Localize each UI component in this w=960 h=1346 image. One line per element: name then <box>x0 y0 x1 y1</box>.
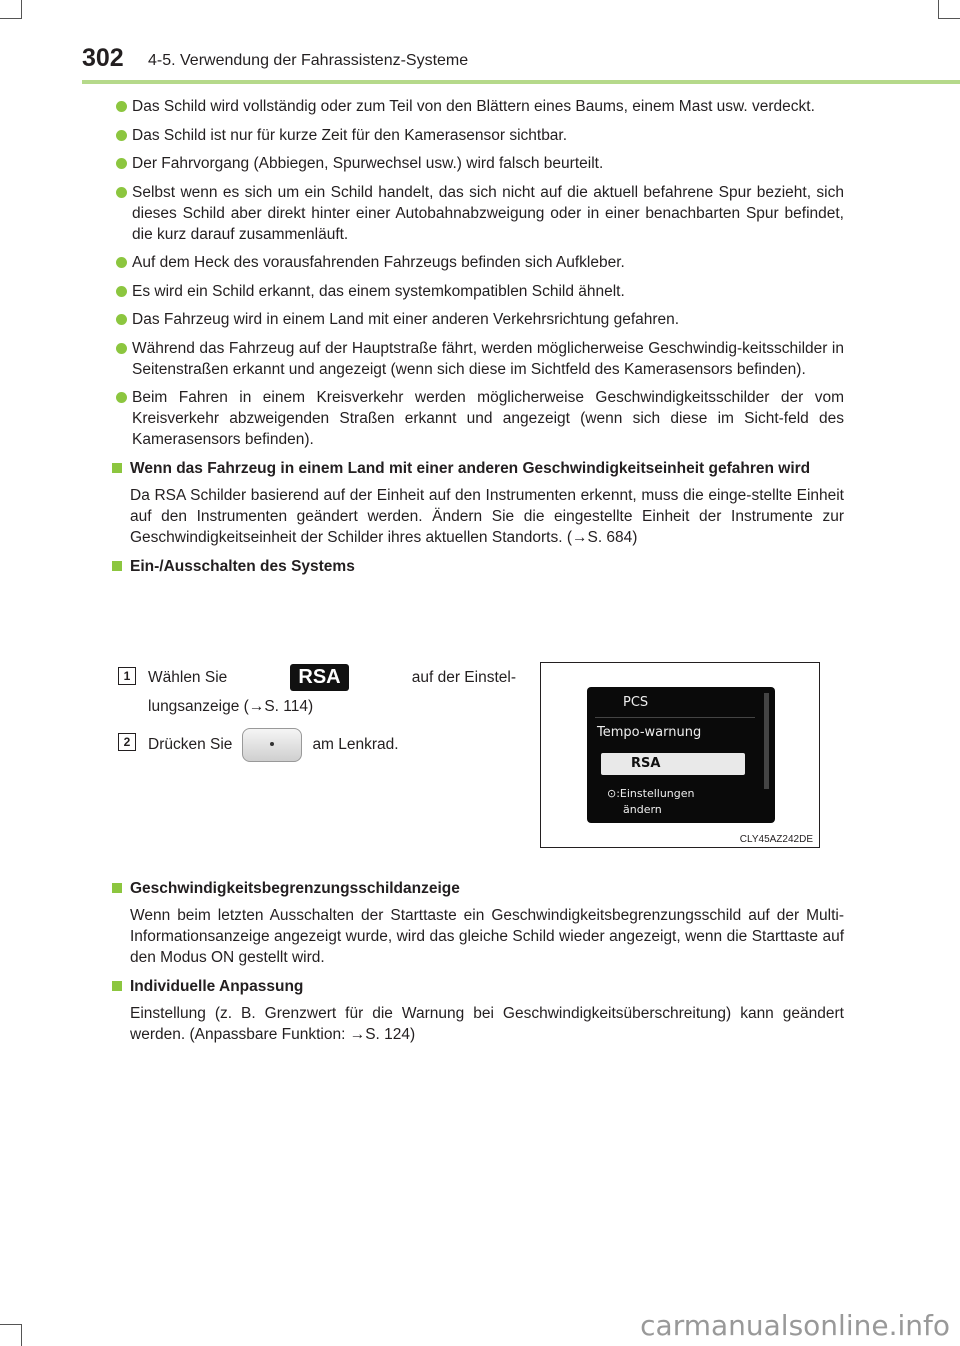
heading-square-icon <box>112 883 122 893</box>
rsa-badge-icon: RSA <box>290 664 348 691</box>
page-header <box>82 44 960 80</box>
watermark: carmanualsonline.info <box>640 1309 950 1342</box>
heading-square-icon <box>112 981 122 991</box>
bullet-icon <box>116 392 127 403</box>
bullet-icon <box>116 158 127 169</box>
menu-item-pcs: PCS <box>623 695 649 710</box>
bullet-item: Beim Fahren in einem Kreisverkehr werden möglicherweise Geschwindigkeitsschilder der vom Kreisverkehr abzweigenden Straßen erkannt und angezeigt (wenn sich diese im Sicht-feld des Kamerasensors befinden). <box>110 387 844 450</box>
step-1: 1 Wählen Sie RSA auf der Einstel- <box>118 664 518 694</box>
figure-code: CLY45AZ242DE <box>739 834 813 845</box>
bullet-icon <box>116 314 127 325</box>
bullet-item: Auf dem Heck des vorausfahrenden Fahrzeugs befinden sich Aufkleber. <box>110 252 844 273</box>
bullet-item: Während das Fahrzeug auf der Hauptstraße fährt, werden möglicherweise Geschwindig-keitsschilder in Seitenstraßen erkannt und angezeigt (wenn sich diese im Sichtfeld des Kamerasensors befinden). <box>110 338 844 380</box>
bullet-icon <box>116 286 127 297</box>
header-rule <box>82 80 960 84</box>
multi-info-display: PCS Tempo-warnung RSA ⊙:Einstellungen ändern <box>587 687 775 823</box>
steering-wheel-button-icon <box>242 728 302 762</box>
lower-content <box>110 870 844 1053</box>
heading-square-icon <box>112 463 122 473</box>
page-number: 302 <box>82 44 124 72</box>
section-text-units: Da RSA Schilder basierend auf der Einheit auf den Instrumenten erkennt, muss die einge-stellte Einheit auf den Instrumenten geändert werden. Ändern Sie die eingestellte Einheit der Instrumente zur Geschwindigkeitseinheit der Schilder ihres aktuellen Standorts. (→S. 684) <box>130 487 844 546</box>
section-title: 4-5. Verwendung der Fahrassistenz-Systeme <box>148 52 469 69</box>
section-heading-display: Geschwindigkeitsbegrenzungsschildanzeige <box>110 878 844 899</box>
step-number: 1 <box>118 667 136 685</box>
bullet-item: Das Fahrzeug wird in einem Land mit einer anderen Verkehrsrichtung gefahren. <box>110 309 844 330</box>
menu-item-tempo: Tempo-warnung <box>597 725 702 740</box>
section-text-display: Wenn beim letzten Ausschalten der Starttaste ein Geschwindigkeitsbegrenzungsschild auf der Multi-Informationsanzeige angezeigt wurde, wird das gleiche Schild wieder angezeigt, wenn die Starttaste auf den Modus ON gestellt wird. <box>130 907 844 966</box>
section-text-custom: Einstellung (z. B. Grenzwert für die Warnung bei Geschwindigkeitsüberschreitung) kann geändert werden. (Anpassbare Funktion: →S. 124) <box>130 1005 844 1043</box>
bullet-item: Es wird ein Schild erkannt, das einem systemkompatiblen Schild ähnelt. <box>110 281 844 302</box>
section-heading-units: Wenn das Fahrzeug in einem Land mit einer anderen Geschwindigkeitseinheit gefahren wird <box>110 458 844 479</box>
step-2: 2 Drücken Sie am Lenkrad. <box>118 730 518 760</box>
crop-mark <box>21 0 22 19</box>
menu-item-rsa-selected: RSA <box>601 753 745 775</box>
heading-square-icon <box>112 561 122 571</box>
step-number: 2 <box>118 733 136 751</box>
main-content <box>110 96 844 583</box>
bullet-icon <box>116 130 127 141</box>
crop-mark <box>938 0 939 19</box>
bullet-item: Das Schild wird vollständig oder zum Teil von den Blättern eines Baums, einem Mast usw. verdeckt. <box>110 96 844 117</box>
crop-mark <box>21 1324 22 1346</box>
steps-list <box>118 664 518 760</box>
bullet-item: Das Schild ist nur für kurze Zeit für den Kamerasensor sichtbar. <box>110 125 844 146</box>
bullet-item: Der Fahrvorgang (Abbiegen, Spurwechsel usw.) wird falsch beurteilt. <box>110 153 844 174</box>
bullet-icon <box>116 101 127 112</box>
bullet-icon <box>116 187 127 198</box>
bullet-icon <box>116 257 127 268</box>
crop-mark <box>0 18 22 19</box>
step-1-continued: lungsanzeige (→S. 114) <box>148 698 314 715</box>
section-heading-custom: Individuelle Anpassung <box>110 976 844 997</box>
bullet-item: Selbst wenn es sich um ein Schild handelt, das sich nicht auf die aktuell befahrene Spur bezieht, sich dieses Schild aber direkt hinter einer Autobahnabzweigung oder in einer benachbarten Spur befindet, die kurz darauf zusammenläuft. <box>110 182 844 245</box>
bullet-icon <box>116 343 127 354</box>
crop-mark <box>0 1324 22 1325</box>
display-figure <box>540 662 820 848</box>
section-heading-onoff: Ein-/Ausschalten des Systems <box>110 556 844 577</box>
crop-mark <box>938 18 960 19</box>
